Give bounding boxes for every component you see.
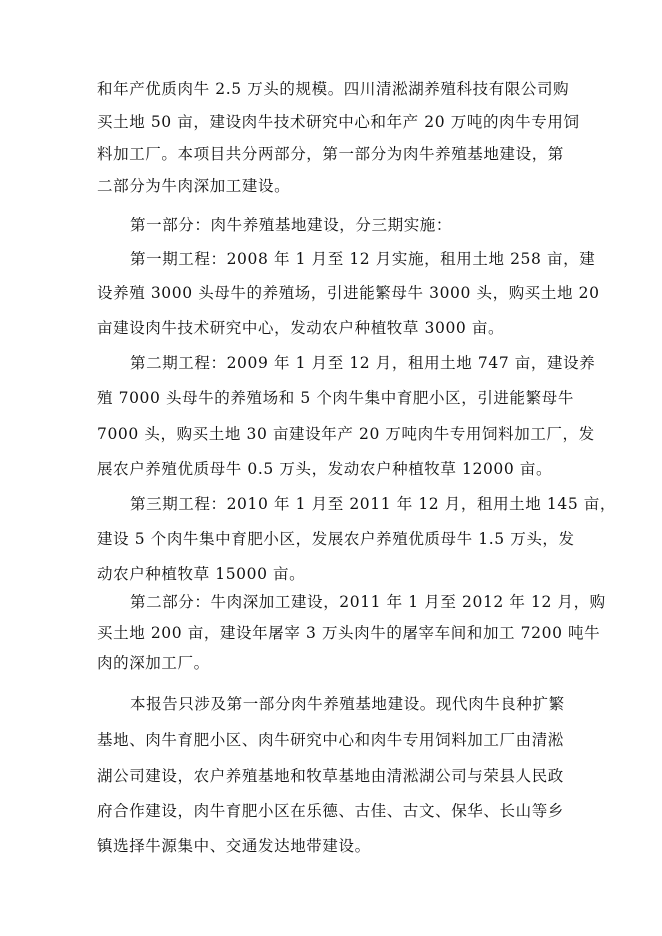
text-line: 基地、肉牛育肥小区、肉牛研究中心和肉牛专用饲料加工厂由清淞 (97, 731, 564, 749)
text-line: 设养殖 3000 头母牛的养殖场，引进能繁母牛 3000 头，购买土地 20 (97, 284, 600, 302)
text-line: 7000 头，购买土地 30 亩建设年产 20 万吨肉牛专用饲料加工厂，发 (97, 425, 595, 443)
text-line: 料加工厂。本项目共分两部分，第一部分为肉牛养殖基地建设，第 (97, 145, 564, 163)
text-line: 府合作建设，肉牛育肥小区在乐德、古佳、古文、保华、长山等乡 (97, 802, 564, 820)
text-line: 二部分为牛肉深加工建设。 (97, 177, 291, 195)
text-line: 肉的深加工厂。 (97, 654, 210, 672)
text-line: 动农户种植牧草 15000 亩。 (97, 565, 306, 583)
text-line: 亩建设肉牛技术研究中心，发动农户种植牧草 3000 亩。 (97, 319, 505, 337)
text-line: 镇选择牛源集中、交通发达地带建设。 (97, 837, 371, 855)
text-line: 第三期工程：2010 年 1 月至 2011 年 12 月，租用土地 145 亩， (130, 495, 617, 513)
text-line: 和年产优质肉牛 2.5 万头的规模。四川清淞湖养殖科技有限公司购 (97, 80, 570, 98)
text-line: 殖 7000 头母牛的养殖场和 5 个肉牛集中育肥小区，引进能繁母牛 (97, 389, 574, 407)
text-line: 本报告只涉及第一部分肉牛养殖基地建设。现代肉牛良种扩繁 (130, 695, 565, 713)
text-line: 湖公司建设，农户养殖基地和牧草基地由清淞湖公司与荣县人民政 (97, 767, 564, 785)
text-line: 第一期工程：2008 年 1 月至 12 月实施，租用土地 258 亩，建 (130, 250, 596, 268)
text-line: 买土地 50 亩，建设肉牛技术研究中心和年产 20 万吨的肉牛专用饲 (97, 113, 580, 131)
section-heading: 第二部分：牛肉深加工建设，2011 年 1 月至 2012 年 12 月，购 (130, 593, 606, 611)
text-line: 第二期工程：2009 年 1 月至 12 月，租用土地 747 亩，建设养 (130, 354, 596, 372)
text-line: 展农户养殖优质母牛 0.5 万头，发动农户种植牧草 12000 亩。 (97, 460, 553, 478)
text-line: 建设 5 个肉牛集中育肥小区，发展农户养殖优质母牛 1.5 万头，发 (97, 530, 575, 548)
section-heading: 第一部分：肉牛养殖基地建设，分三期实施： (130, 216, 453, 234)
text-line: 买土地 200 亩，建设年屠宰 3 万头肉牛的屠宰车间和加工 7200 吨牛 (97, 624, 601, 642)
